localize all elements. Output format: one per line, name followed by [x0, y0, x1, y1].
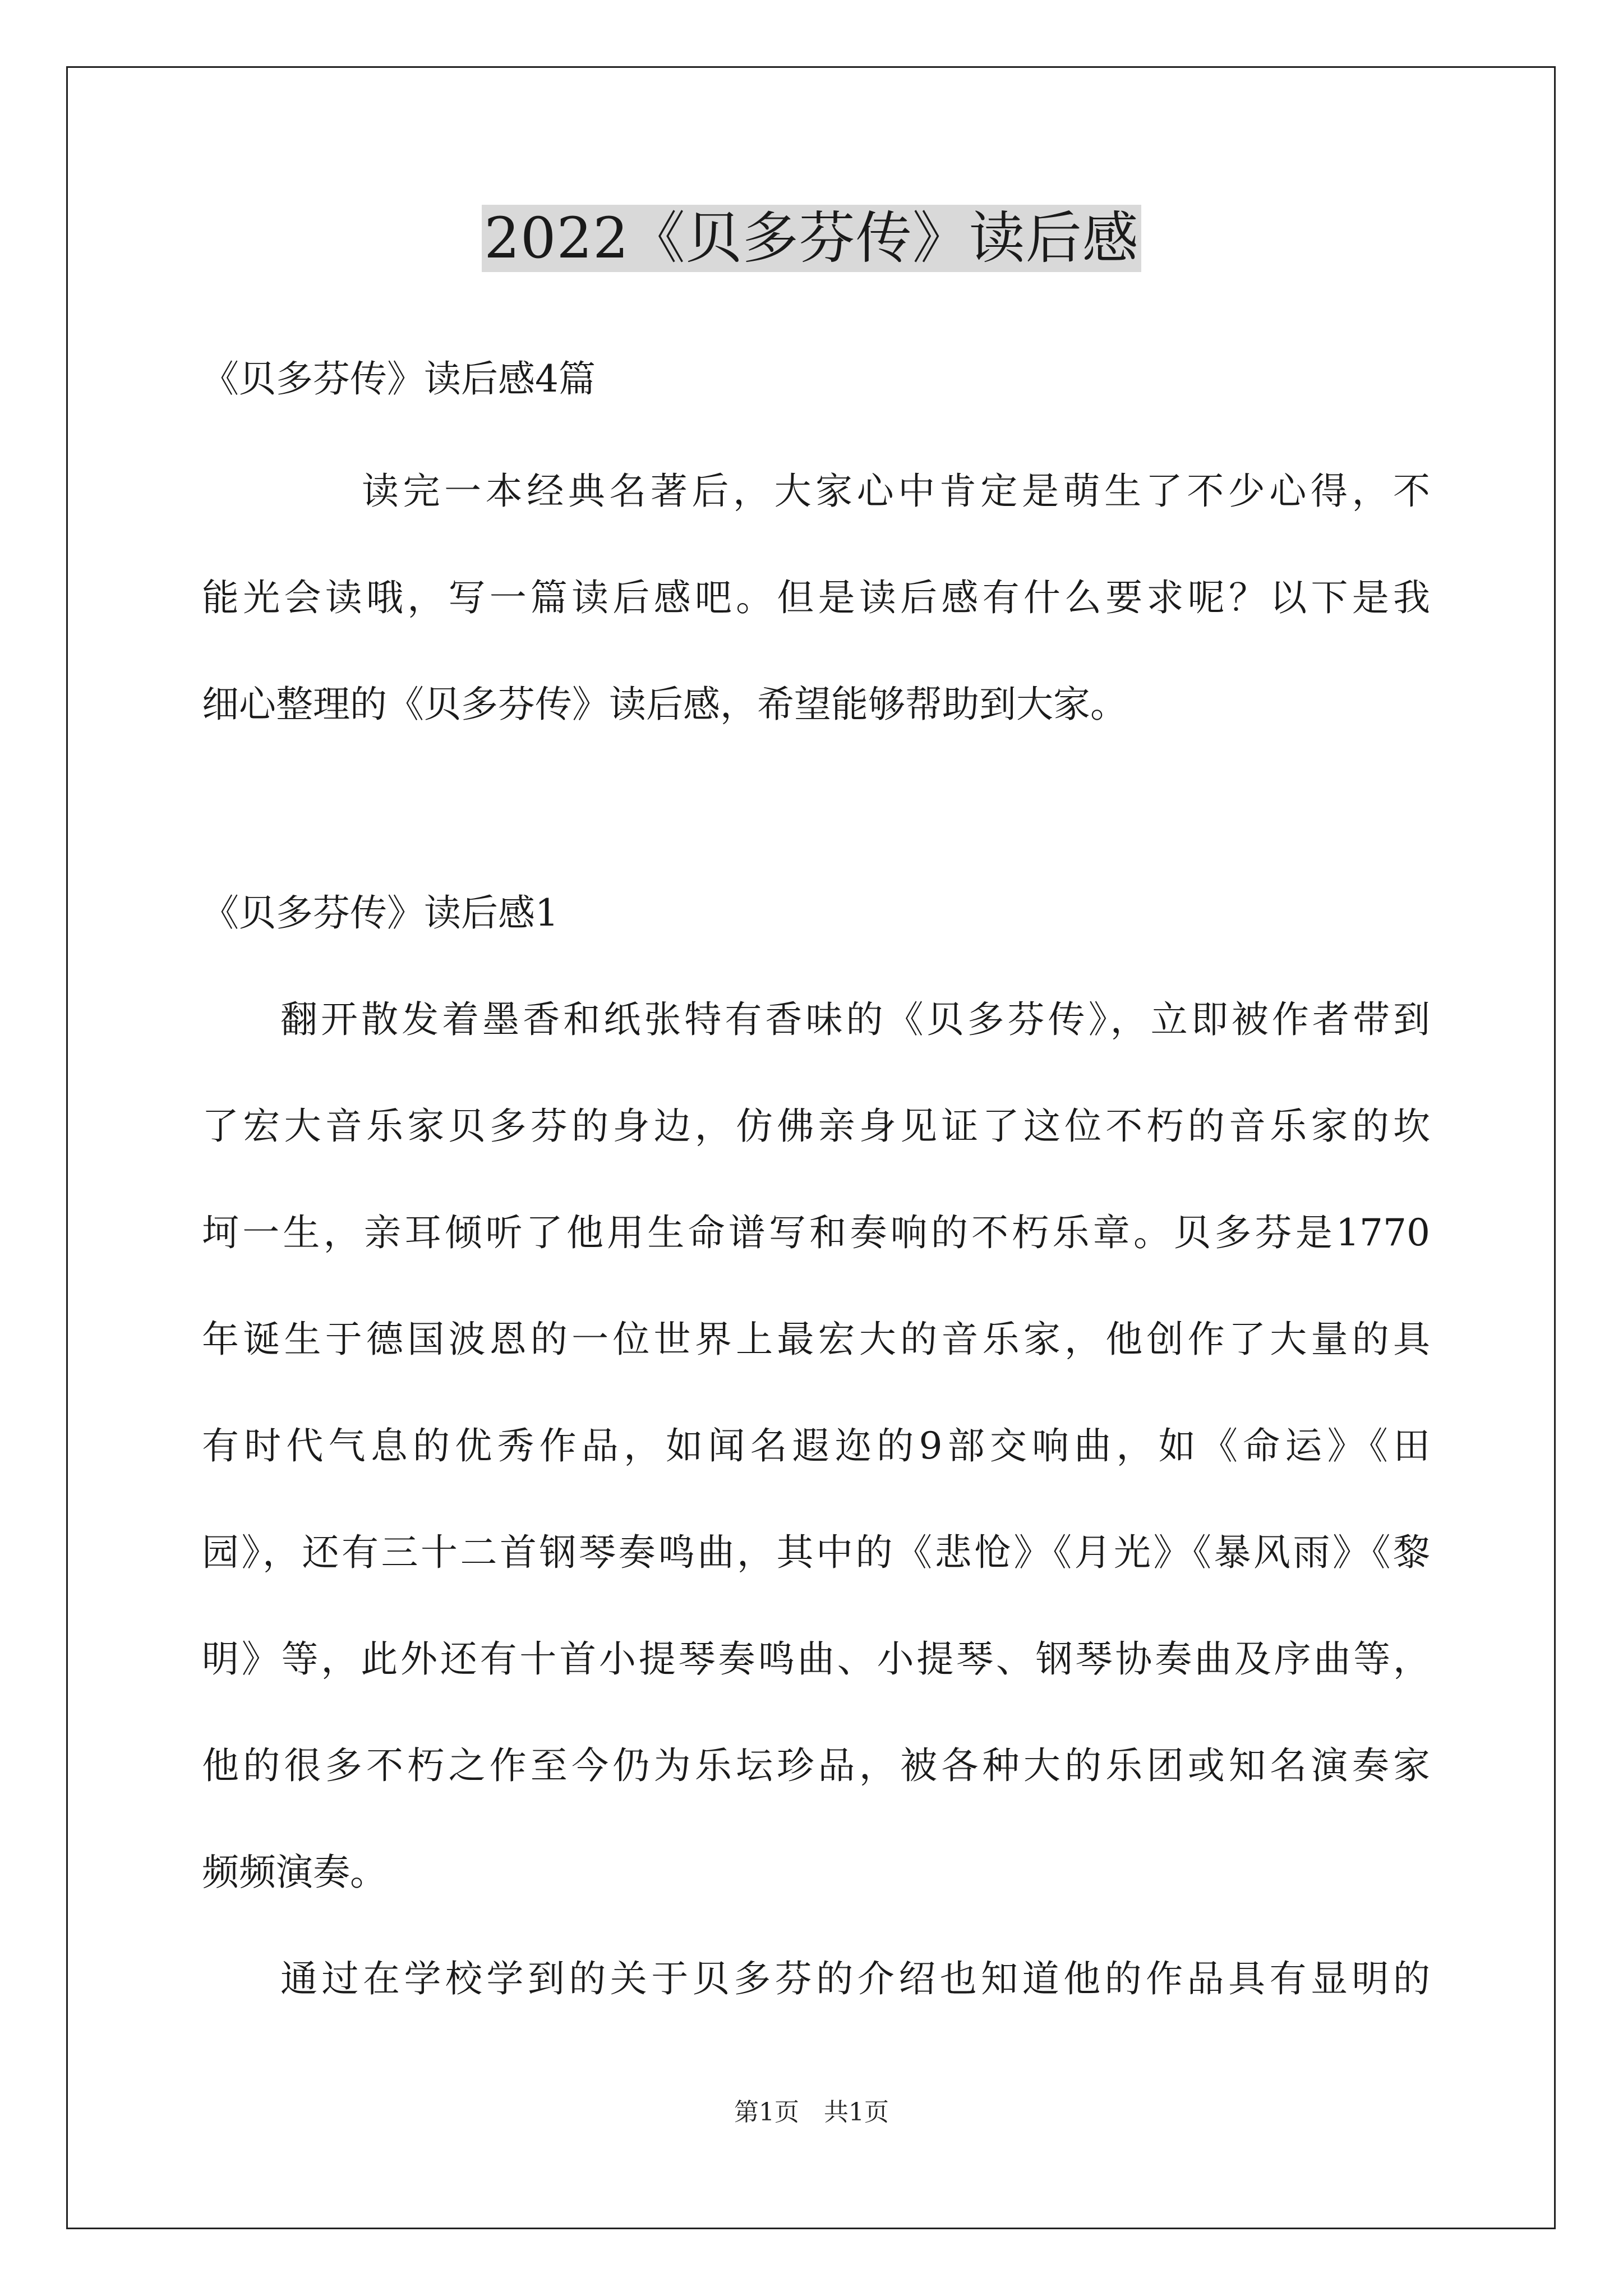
- paragraph-line: 翻开散发着墨香和纸张特有香味的《贝多芬传》，立即被作者带到: [280, 998, 1430, 1041]
- paragraph-line: 坷一生，亲耳倾听了他用生命谱写和奏响的不朽乐章。贝多芬是1770: [202, 1211, 1430, 1254]
- page-footer: 第1页 共1页: [734, 2098, 889, 2127]
- paragraph-line: 他的很多不朽之作至今仍为乐坛珍品，被各种大的乐团或知名演奏家: [202, 1744, 1430, 1787]
- paragraph-line: 了宏大音乐家贝多芬的身边，仿佛亲身见证了这位不朽的音乐家的坎: [202, 1105, 1430, 1148]
- title-container: [0, 205, 1623, 272]
- paragraph-line: 年诞生于德国波恩的一位世界上最宏大的音乐家，他创作了大量的具: [202, 1318, 1430, 1361]
- section-heading: 《贝多芬传》读后感1: [202, 891, 559, 935]
- document-title: 2022《贝多芬传》读后感: [482, 205, 1141, 272]
- paragraph-line: 明》等，此外还有十首小提琴奏鸣曲、小提琴、钢琴协奏曲及序曲等，: [202, 1637, 1430, 1681]
- subtitle: 《贝多芬传》读后感4篇: [202, 357, 596, 401]
- paragraph-line: 频频演奏。: [202, 1851, 387, 1894]
- intro-line: 能光会读哦，写一篇读后感吧。但是读后感有什么要求呢？以下是我: [202, 576, 1430, 619]
- paragraph-line: 通过在学校学到的关于贝多芬的介绍也知道他的作品具有显明的: [280, 1957, 1430, 2000]
- paragraph-line: 有时代气息的优秀作品，如闻名遐迩的9部交响曲，如《命运》《田: [202, 1424, 1430, 1467]
- intro-line: 读完一本经典名著后，大家心中肯定是萌生了不少心得，不: [362, 470, 1430, 513]
- intro-line: 细心整理的《贝多芬传》读后感，希望能够帮助到大家。: [202, 683, 1127, 726]
- paragraph-line: 园》，还有三十二首钢琴奏鸣曲，其中的《悲怆》《月光》《暴风雨》《黎: [202, 1531, 1430, 1574]
